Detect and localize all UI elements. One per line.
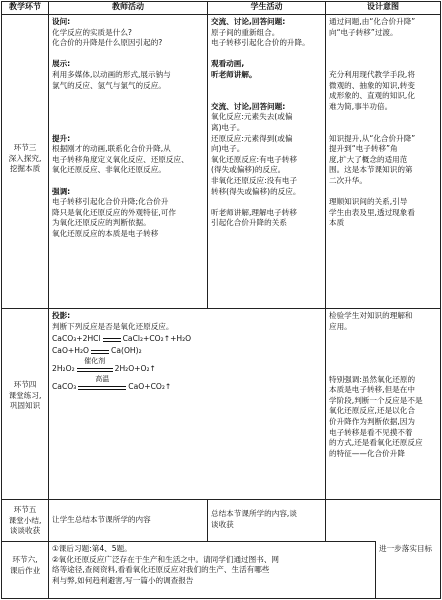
stage3-label-line: 挖掘本质 xyxy=(9,164,41,174)
col-divider-2a xyxy=(207,1,208,308)
stage3-student-line: 离)电子。 xyxy=(211,122,245,132)
stage4-intent-line: 检验学生对知识的理解和 xyxy=(329,311,413,320)
stage3-intent-line: 微观的、抽象的知识,转变 xyxy=(329,80,415,90)
stage3-student-line xyxy=(211,49,324,60)
eq3-arrow xyxy=(75,357,115,373)
header-teacher: 教师活动 xyxy=(112,2,144,11)
stage4-intent-line: 本质是电子转移,但是在中 xyxy=(329,385,415,395)
stage5-student-activity xyxy=(211,509,324,530)
stage3-student-line: 电子转移引起化合价的升降。 xyxy=(211,38,310,48)
stage4-label-line: 课堂练习, xyxy=(8,390,42,400)
stage3-student-line: 听老师讲解,理解电子转移 xyxy=(211,207,297,217)
stage3-teacher-line xyxy=(52,112,206,123)
stage3-teacher-line xyxy=(52,176,206,187)
stage4-label-line: 环节四 xyxy=(13,380,37,389)
stage3-student-line: 交流、讨论,回答问题: xyxy=(211,101,286,111)
eq3-products: 2H₂O+O₂↑ xyxy=(114,364,156,373)
eq4-products: CaO+CO₂↑ xyxy=(128,382,172,391)
stage4-intent-line: 价升降作为判断依据,因为 xyxy=(329,416,415,426)
stage3-intent-line xyxy=(329,38,439,49)
header-student: 学生活动 xyxy=(250,2,283,11)
stage6-label xyxy=(2,555,48,576)
stage3-student-line: 氧化反应:元素失去(或偏 xyxy=(211,112,293,122)
equation-2 xyxy=(52,346,142,357)
stage4-intent-line: 电子转移是看不见摸不着 xyxy=(329,427,413,437)
stage6-homework-line: 利与弊,如何趋利避害,写一篇小的调查报告 xyxy=(52,575,194,585)
eq2-reactants: CaO+H₂O xyxy=(52,346,90,355)
stage4-intent-line: 应用。 xyxy=(329,321,352,331)
stage3-teacher-line xyxy=(52,102,206,113)
eq2-equals-sign xyxy=(89,347,111,355)
stage5-student-line: 谈收获 xyxy=(211,519,234,529)
row-divider-3-4 xyxy=(1,308,441,309)
stage3-intent-line xyxy=(329,123,439,134)
stage5-teacher-activity: 让学生总结本节课所学的内容 xyxy=(52,515,151,524)
stage5-label-line: 谈谈收获 xyxy=(9,526,41,536)
eq1-reactants: CaCO₃+2HCl xyxy=(52,334,101,343)
stage3-label-line: 深入探究, xyxy=(8,153,42,163)
stage5-label-line: 课堂小结, xyxy=(8,515,42,525)
eq1-equals-sign xyxy=(101,335,123,343)
stage3-teacher-line xyxy=(52,123,206,134)
stage4-intent-line: 特别强调:虽然氧化还原的 xyxy=(329,374,416,384)
stage4-intent-line xyxy=(329,343,439,354)
stage3-intent-line: 提升到“电子转移”角 xyxy=(329,144,398,154)
stage3-teacher-line: 电子转移引起化合价升降;化合价升 xyxy=(52,197,169,207)
stage3-teacher-line: 设问: xyxy=(52,17,71,26)
stage3-teacher-line: 化学反应的实质是什么? xyxy=(52,27,132,37)
stage3-label-line: 环节三 xyxy=(13,143,37,152)
stage3-student-activity xyxy=(211,17,324,229)
stage5-student-line: 总结本节课所学的内容,谈 xyxy=(211,509,297,518)
stage6-homework-line: ①课后习题:第4、5题。 xyxy=(52,544,132,553)
stage3-intent-line: 本质 xyxy=(329,218,345,228)
stage3-intent-line xyxy=(329,49,439,60)
stage3-teacher-line: 强调: xyxy=(52,186,71,196)
stage5-6-design-intent: 进一步落实目标 xyxy=(379,544,433,553)
stage3-intent-line: 理顺知识间的关系,引导 xyxy=(329,197,408,207)
stage3-intent-line xyxy=(329,59,439,70)
stage3-teacher-line xyxy=(52,91,206,102)
eq4-reactants: CaCO₃ xyxy=(52,382,77,391)
stage3-teacher-line: 展示: xyxy=(52,59,71,69)
stage5-label-line: 环节五 xyxy=(13,505,37,514)
header-divider xyxy=(1,14,441,15)
stage3-label xyxy=(2,143,48,175)
stage3-student-line xyxy=(211,81,324,92)
stage5-label xyxy=(2,505,48,537)
stage3-intent-line xyxy=(329,112,439,123)
stage3-intent-line: 知识提升,从“化合价升降” xyxy=(329,133,416,143)
stage4-intent-line: 的特征——化合价升降 xyxy=(329,448,405,458)
stage3-teacher-activity xyxy=(52,17,206,239)
stage6-label-line: 环节六, xyxy=(12,555,38,564)
stage3-intent-line: 通过问题,由“化合价升降” xyxy=(329,17,416,26)
stage6-homework-line: 络等途径,查阅资料,看看氧化还原反应对我们的生产、生活有哪些 xyxy=(52,565,270,575)
stage3-intent-line: 充分利用现代教学手段,将 xyxy=(329,69,415,79)
stage3-teacher-line: 为氧化还原反应的判断依据。 xyxy=(52,218,151,228)
row-divider-4-5 xyxy=(1,499,441,500)
stage4-intent-line: 学阶段,判断一个反应是不是 xyxy=(329,395,423,405)
header-intent: 设计意图 xyxy=(367,2,399,11)
col-divider-3 xyxy=(325,1,326,541)
stage3-teacher-line: 化合价的升降是什么原因引起的? xyxy=(52,38,163,48)
stage6-homework xyxy=(52,544,374,586)
stage3-intent-line: 学生由表及里,透过现象看 xyxy=(329,207,415,217)
col-divider-2b xyxy=(207,499,208,541)
stage4-intent-line: 氧化还原反应,还是以化合 xyxy=(329,406,415,416)
stage3-student-line: 转移(得失或偏移)的反应。 xyxy=(211,186,301,196)
stage4-label xyxy=(2,380,48,412)
stage3-student-line: 观看动画, xyxy=(211,59,245,69)
stage4-projection-title: 投影: xyxy=(52,311,71,320)
equation-3 xyxy=(52,357,156,375)
stage3-teacher-line: 电子转移角度定义氧化反应、还原反应、 xyxy=(52,154,189,164)
row-divider-5-6 xyxy=(1,541,375,542)
stage3-intent-line xyxy=(329,187,439,198)
stage3-student-line xyxy=(211,91,324,102)
stage3-teacher-line: 氯气的反应、氢气与氯气的反应。 xyxy=(52,80,166,90)
stage3-intent-line: 二次升华。 xyxy=(329,175,367,185)
stage3-intent-line: 度,扩大了概念的适用范 xyxy=(329,154,408,164)
equation-4 xyxy=(52,375,172,393)
stage3-student-line xyxy=(211,197,324,208)
stage4-intent-line: 的方式,还是看氧化还原反应 xyxy=(329,438,423,448)
stage3-student-line: 非氧化还原反应:没有电子 xyxy=(211,175,298,185)
col-divider-3b xyxy=(375,541,376,599)
stage3-intent-line: 成形象的、直观的知识,化 xyxy=(329,91,415,101)
stage3-teacher-line: 根据刚才的动画,联系化合价升降,从 xyxy=(52,144,171,154)
stage4-design-intent xyxy=(329,311,439,459)
stage3-student-line: 氧化还原反应:有电子转移 xyxy=(211,154,298,164)
eq4-condition: 高温 xyxy=(95,375,110,383)
eq3-reactants: 2H₂O₂ xyxy=(52,364,75,373)
stage3-teacher-line: 氧化还原反应、非氧化还原反应。 xyxy=(52,165,166,175)
header-stage: 教学环节 xyxy=(9,2,41,11)
eq2-products: Ca(OH)₂ xyxy=(111,346,142,355)
stage3-student-line: 向)电子。 xyxy=(211,144,245,154)
equation-1 xyxy=(52,334,191,345)
stage3-student-line: 交流、讨论,回答问题: xyxy=(211,17,286,26)
stage4-question: 判断下列反应是否是氧化还原反应。 xyxy=(52,322,174,331)
stage3-student-line: 引起化合价升降的关系 xyxy=(211,218,287,228)
stage3-teacher-line: 氧化还原反应的本质是电子转移 xyxy=(52,228,159,238)
stage3-student-line: (得失或偏移)的反应。 xyxy=(211,165,286,175)
stage6-homework-line: ②氧化还原反应广泛存在于生产和生活之中。请同学们通过图书、网 xyxy=(52,554,280,564)
stage4-intent-line xyxy=(329,364,439,375)
stage3-intent-line: 向“电子转移”过渡。 xyxy=(329,27,398,37)
stage3-teacher-line xyxy=(52,49,206,60)
stage3-intent-line: 难为简,事半功倍。 xyxy=(329,101,393,111)
stage3-student-line: 原子间的重新组合。 xyxy=(211,27,280,37)
stage4-intent-line xyxy=(329,353,439,364)
stage3-design-intent xyxy=(329,17,439,229)
stage3-student-line: 听老师讲解。 xyxy=(211,69,257,79)
stage4-label-line: 巩固知识 xyxy=(9,401,41,411)
eq4-arrow xyxy=(76,375,128,391)
eq1-products: CaCl₂+CO₂↑+H₂O xyxy=(122,334,192,343)
stage3-teacher-line: 降只是氧化还原反应的外观特征,可作 xyxy=(52,207,176,217)
eq3-condition: 催化剂 xyxy=(84,357,106,365)
stage3-teacher-line: 利用多媒体,以动画的形式,展示钠与 xyxy=(52,69,171,79)
stage3-intent-line: 围。这是本节课知识的第 xyxy=(329,165,413,175)
stage3-student-line: 还原反应:元素得到(或偏 xyxy=(211,133,293,143)
col-divider-1 xyxy=(48,1,49,599)
stage3-teacher-line: 提升: xyxy=(52,133,71,143)
stage6-label-line: 课后作业 xyxy=(9,565,41,575)
stage4-intent-line xyxy=(329,332,439,343)
